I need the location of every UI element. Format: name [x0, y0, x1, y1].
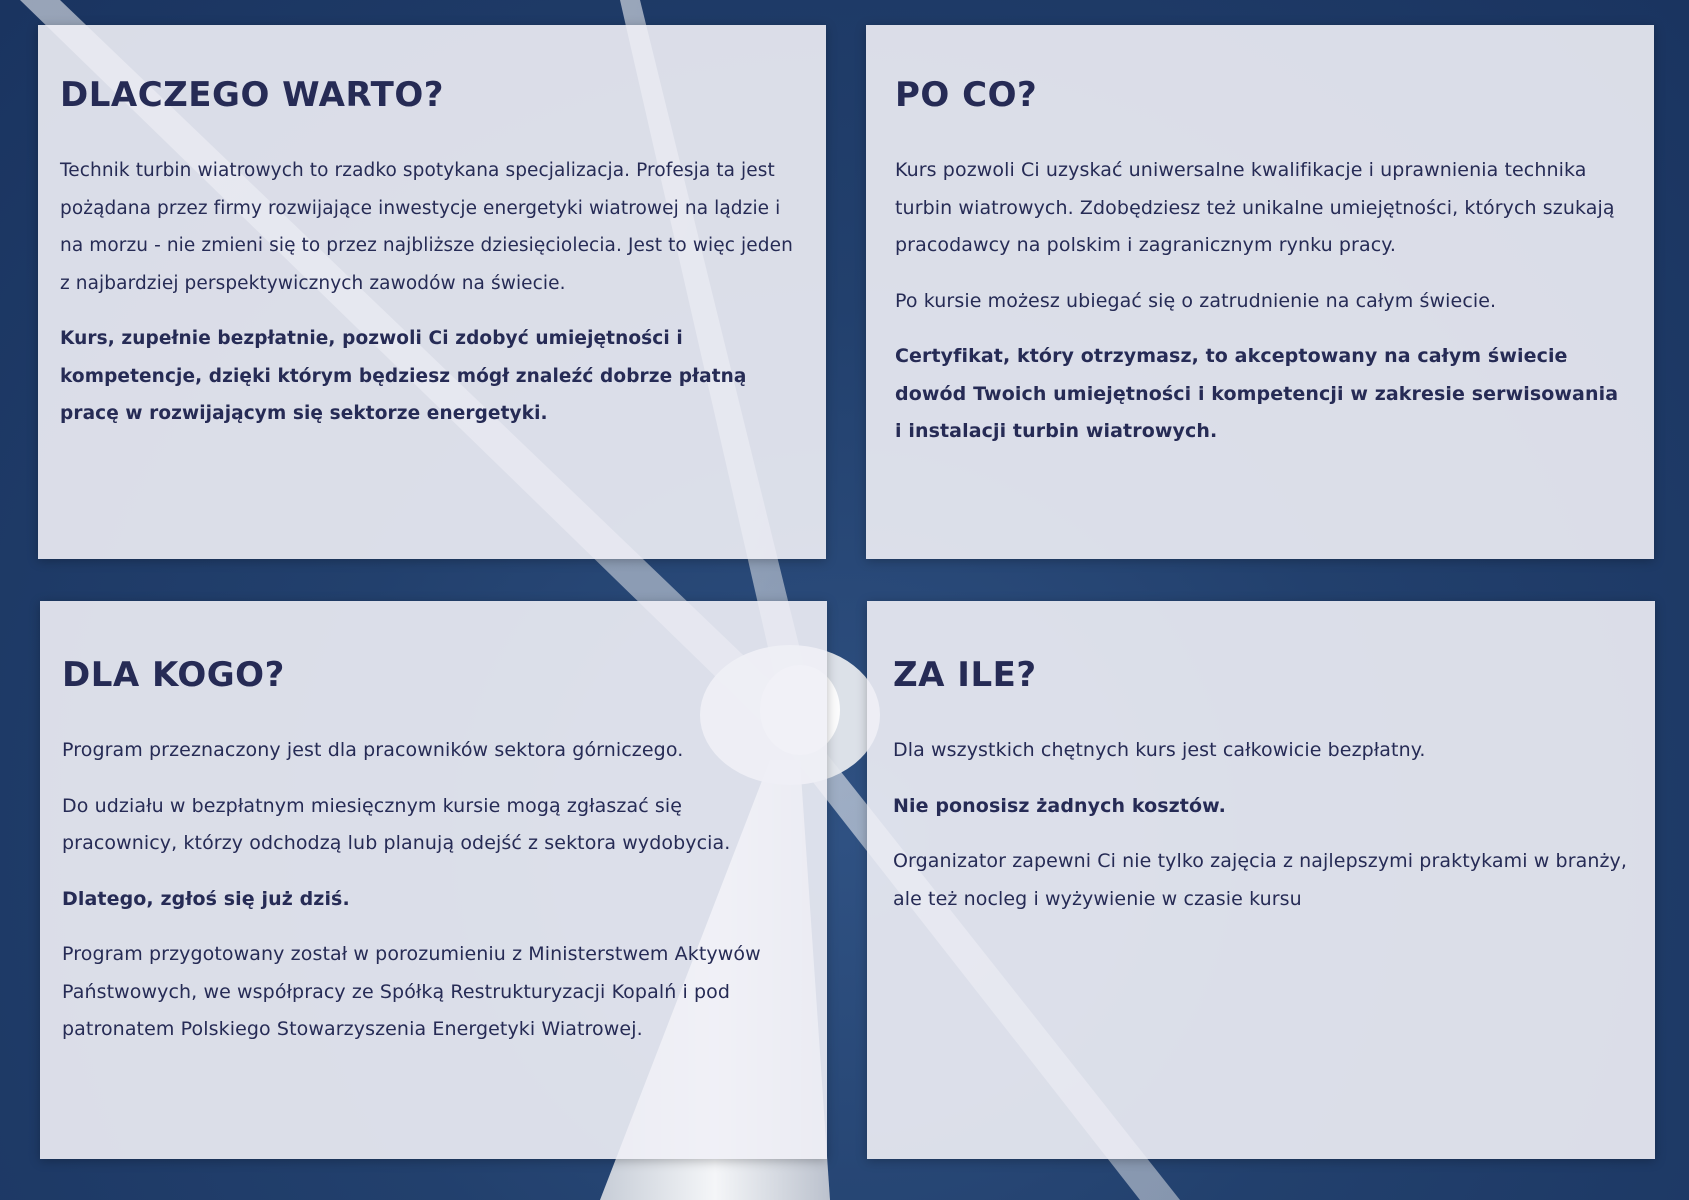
card-paragraph: Do udziału w bezpłatnym miesięcznym kursie mogą zgłaszać się pracownicy, którzy odchodzą lub planują odejść z sektora wydobycia.	[62, 794, 731, 854]
card-paragraph: Technik turbin wiatrowych to rzadko spotykana specjalizacja. Profesja ta jest pożądana przez firmy rozwijające inwestycje energetyki wiatrowej na lądzie i na morzu - nie zmieni się to przez najbliższe dziesięciolecia. Jest to więc jeden z najbardziej perspektywicznych zawodów na świecie.	[60, 160, 793, 294]
card-why-worth-it	[38, 25, 826, 559]
card-paragraph: Program przygotowany został w porozumieniu z Ministerstwem Aktywów Państwowych, we współpracy ze Spółką Restrukturyzacji Kopalń i pod patronatem Polskiego Stowarzyszenia Energetyki Wiatrowej.	[62, 943, 761, 1040]
card-what-for	[866, 25, 1654, 559]
card-paragraph-bold: Kurs, zupełnie bezpłatnie, pozwoli Ci zdobyć umiejętności i kompetencje, dzięki którym będziesz mógł znaleźć dobrze płatną pracę w rozwijającym się sektorze energetyki.	[60, 328, 747, 424]
card-paragraph: Dla wszystkich chętnych kurs jest całkowicie bezpłatny.	[893, 739, 1426, 761]
card-paragraph-bold: Nie ponosisz żadnych kosztów.	[893, 794, 1226, 817]
card-paragraph-bold: Certyfikat, który otrzymasz, to akceptowany na całym świecie dowód Twoich umiejętności i kompetencji w zakresie serwisowania i instalacji turbin wiatrowych.	[895, 345, 1619, 442]
card-paragraph: Program przeznaczony jest dla pracowników sektora górniczego.	[62, 739, 684, 761]
card-title: PO CO?	[895, 75, 1038, 115]
card-how-much	[867, 601, 1655, 1159]
card-for-whom	[40, 601, 827, 1159]
card-title: DLACZEGO WARTO?	[60, 75, 444, 115]
card-title: ZA ILE?	[893, 655, 1037, 695]
card-paragraph: Organizator zapewni Ci nie tylko zajęcia z najlepszymi praktykami w branży, ale też nocleg i wyżywienie w czasie kursu	[893, 850, 1628, 910]
card-paragraph-bold: Dlatego, zgłoś się już dziś.	[62, 887, 350, 910]
card-paragraph: Po kursie możesz ubiegać się o zatrudnienie na całym świecie.	[895, 289, 1497, 312]
card-paragraph: Kurs pozwoli Ci uzyskać uniwersalne kwalifikacje i uprawnienia technika turbin wiatrowych. Zdobędziesz też unikalne umiejętności, których szukają pracodawcy na polskim i zagranicznym rynku pracy.	[895, 159, 1615, 256]
card-title: DLA KOGO?	[62, 655, 285, 695]
